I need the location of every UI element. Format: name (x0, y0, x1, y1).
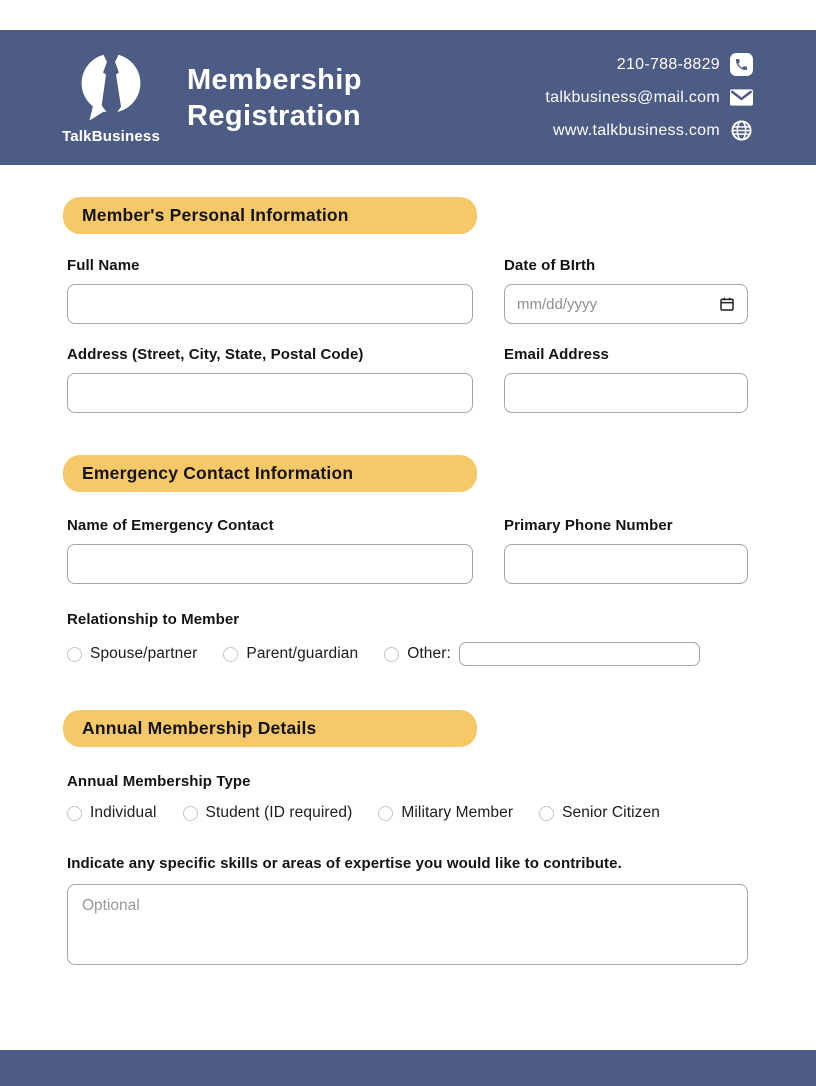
primary-phone-label: Primary Phone Number (504, 517, 673, 534)
radio-individual[interactable] (67, 806, 82, 821)
talkbusiness-logo-icon (75, 51, 147, 127)
contact-email-text: talkbusiness@mail.com (545, 88, 720, 106)
membership-type-radio-group (67, 804, 748, 822)
form-body (0, 197, 816, 970)
radio-option-spouse-partner[interactable] (67, 645, 197, 663)
emergency-name-input[interactable] (67, 544, 473, 584)
radio-option-other[interactable] (384, 642, 700, 666)
email-input[interactable] (504, 373, 748, 413)
contact-phone-text: 210-788-8829 (616, 55, 720, 73)
radio-option-student[interactable] (183, 804, 353, 822)
section-header-personal-information: Member's Personal Information (63, 197, 477, 234)
email-label: Email Address (504, 346, 609, 363)
address-input[interactable] (67, 373, 473, 413)
page-header (0, 30, 816, 165)
radio-parent-guardian[interactable] (223, 647, 238, 662)
full-name-input[interactable] (67, 284, 473, 324)
dob-field-group (504, 257, 748, 324)
emergency-name-field-group (67, 517, 473, 584)
contact-website (553, 119, 753, 142)
primary-phone-field-group (504, 517, 748, 584)
contact-info (545, 53, 753, 142)
membership-registration-page (0, 30, 816, 1086)
section-header-emergency-contact: Emergency Contact Information (63, 455, 477, 492)
full-name-label: Full Name (67, 257, 140, 274)
footer-bar (0, 1050, 816, 1086)
globe-icon (730, 119, 753, 142)
radio-senior-citizen-label: Senior Citizen (562, 804, 660, 821)
membership-type-label: Annual Membership Type (67, 773, 251, 790)
radio-military-member[interactable] (378, 806, 393, 821)
relationship-radio-group (67, 642, 748, 666)
emergency-name-label: Name of Emergency Contact (67, 517, 274, 534)
phone-icon (730, 53, 753, 76)
dob-label: Date of BIrth (504, 257, 596, 274)
radio-other-label: Other: (407, 645, 451, 662)
radio-other[interactable] (384, 647, 399, 662)
relationship-other-input[interactable] (459, 642, 700, 666)
mail-icon (730, 86, 753, 109)
primary-phone-input[interactable] (504, 544, 748, 584)
email-field-group (504, 346, 748, 413)
dob-input[interactable] (504, 284, 748, 324)
section-header-membership-details: Annual Membership Details (63, 710, 477, 747)
radio-student-label: Student (ID required) (205, 804, 353, 821)
radio-option-parent-guardian[interactable] (223, 645, 358, 663)
contact-email (545, 86, 753, 109)
radio-parent-guardian-label: Parent/guardian (246, 645, 359, 662)
contact-phone (617, 53, 753, 76)
radio-option-military-member[interactable] (378, 804, 513, 822)
full-name-field-group (67, 257, 473, 324)
radio-student[interactable] (183, 806, 198, 821)
skills-textarea[interactable] (67, 884, 748, 965)
logo-text: TalkBusiness (62, 127, 160, 145)
contact-website-text: www.talkbusiness.com (553, 121, 720, 139)
skills-label: Indicate any specific skills or areas of expertise you would like to contribute. (67, 855, 622, 872)
address-field-group (67, 346, 473, 413)
radio-option-senior-citizen[interactable] (539, 804, 660, 822)
radio-military-member-label: Military Member (401, 804, 514, 821)
page-title: Membership Registration (187, 63, 362, 132)
relationship-label: Relationship to Member (67, 611, 240, 628)
address-label: Address (Street, City, State, Postal Code) (67, 346, 364, 363)
radio-spouse-partner[interactable] (67, 647, 82, 662)
radio-individual-label: Individual (90, 804, 157, 821)
logo (63, 51, 159, 145)
radio-spouse-partner-label: Spouse/partner (90, 645, 198, 662)
radio-option-individual[interactable] (67, 804, 157, 822)
radio-senior-citizen[interactable] (539, 806, 554, 821)
